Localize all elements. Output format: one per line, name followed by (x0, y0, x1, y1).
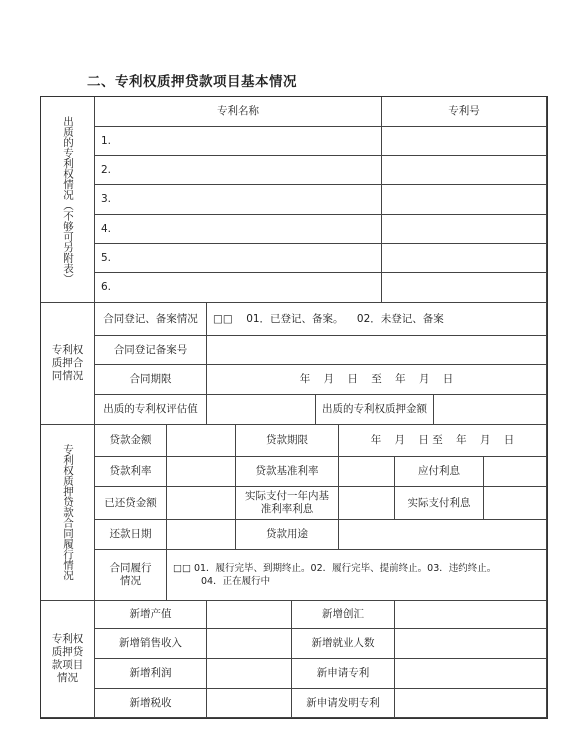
registration-number-field[interactable] (207, 336, 547, 365)
loan-term-field-text: 年 月 日 至 年 月 日 (370, 434, 515, 446)
new-tax-field[interactable] (207, 689, 292, 718)
section-label-performance: 专利权质押贷款合同履行情况 (41, 425, 95, 601)
registration-options[interactable]: □□ 01．已登记、备案。 02．未登记、备案 (207, 303, 547, 336)
page-title: 二、专利权质押贷款项目基本情况 (87, 74, 297, 90)
loan-purpose-field[interactable] (339, 520, 547, 550)
loan-term-field[interactable] (339, 425, 547, 457)
patent-row-number: 5. (95, 244, 382, 273)
patent-number-field[interactable] (382, 273, 547, 303)
actual-base-rate-interest-label-text: 实际支付一年内基准利率利息 (245, 490, 329, 515)
evaluation-value-label-text: 出质的专利权评估值 (103, 403, 198, 415)
patent-row-number: 1. (95, 127, 382, 156)
performance-options[interactable] (167, 550, 547, 601)
new-profit-label: 新增利润 (95, 659, 207, 689)
repayment-date-field[interactable] (167, 520, 236, 550)
patent-row-number: 2. (95, 156, 382, 185)
loan-rate-field[interactable] (167, 457, 236, 487)
new-profit-field[interactable] (207, 659, 292, 689)
section-label-project (41, 601, 95, 718)
evaluation-value-label (95, 395, 207, 425)
new-output-label: 新增产值 (95, 601, 207, 629)
performance-options-line-2: 04．正在履行中 (201, 576, 271, 587)
registration-number-label: 合同登记备案号 (95, 336, 207, 365)
section-label-contract-text: 专利权质押合同情况 (51, 344, 84, 382)
section-label-contract (41, 303, 95, 425)
performance-label (95, 550, 167, 601)
column-header-patent-name: 专利名称 (95, 97, 382, 127)
patent-number-field[interactable] (382, 127, 547, 156)
pledge-amount-label (316, 395, 434, 425)
new-jobs-field[interactable] (395, 629, 547, 659)
actual-base-rate-interest-label (236, 487, 339, 520)
base-rate-label: 贷款基准利率 (236, 457, 339, 487)
new-forex-label: 新增创汇 (292, 601, 395, 629)
new-invention-patent-field[interactable] (395, 689, 547, 718)
registration-label (95, 303, 207, 336)
loan-rate-label: 贷款利率 (95, 457, 167, 487)
new-patent-field[interactable] (395, 659, 547, 689)
new-tax-label: 新增税收 (95, 689, 207, 718)
patent-row-number: 6. (95, 273, 382, 303)
patent-number-field[interactable] (382, 215, 547, 244)
column-header-patent-number: 专利号 (382, 97, 547, 127)
pledge-amount-label-text: 出质的专利权质押金额 (322, 403, 427, 415)
repaid-amount-label: 已还贷金额 (95, 487, 167, 520)
repayment-date-label: 还款日期 (95, 520, 167, 550)
new-sales-label: 新增销售收入 (95, 629, 207, 659)
patent-number-field[interactable] (382, 185, 547, 215)
new-sales-field[interactable] (207, 629, 292, 659)
actual-interest-field[interactable] (484, 487, 547, 520)
interest-due-label: 应付利息 (395, 457, 484, 487)
evaluation-value-field[interactable] (207, 395, 316, 425)
loan-amount-field[interactable] (167, 425, 236, 457)
new-jobs-label: 新增就业人数 (292, 629, 395, 659)
loan-term-label: 贷款期限 (236, 425, 339, 457)
contract-period-field[interactable]: 年 月 日 至 年 月 日 (207, 365, 547, 395)
performance-options-line-1: □□ 01．履行完毕、到期终止。02．履行完毕、提前终止。03．违约终止。 (173, 563, 497, 574)
patent-row-number: 4. (95, 215, 382, 244)
patent-number-field[interactable] (382, 244, 547, 273)
section-label-project-text: 专利权质押贷款项目情况 (51, 633, 84, 684)
repaid-amount-field[interactable] (167, 487, 236, 520)
loan-amount-label: 贷款金额 (95, 425, 167, 457)
actual-interest-label: 实际支付利息 (395, 487, 484, 520)
new-forex-field[interactable] (395, 601, 547, 629)
base-rate-field[interactable] (339, 457, 395, 487)
interest-due-field[interactable] (484, 457, 547, 487)
performance-label-text: 合同履行情况 (109, 562, 152, 587)
loan-purpose-label: 贷款用途 (236, 520, 339, 550)
registration-label-text: 合同登记、备案情况 (103, 312, 198, 325)
new-patent-label: 新申请专利 (292, 659, 395, 689)
new-invention-patent-label: 新申请发明专利 (292, 689, 395, 718)
new-output-field[interactable] (207, 601, 292, 629)
contract-period-label: 合同期限 (95, 365, 207, 395)
actual-base-rate-interest-field[interactable] (339, 487, 395, 520)
pledge-amount-field[interactable] (434, 395, 547, 425)
section-label-patents: 出质的专利权情况（不够可另附表） (41, 97, 95, 303)
patent-row-number: 3. (95, 185, 382, 215)
patent-number-field[interactable] (382, 156, 547, 185)
